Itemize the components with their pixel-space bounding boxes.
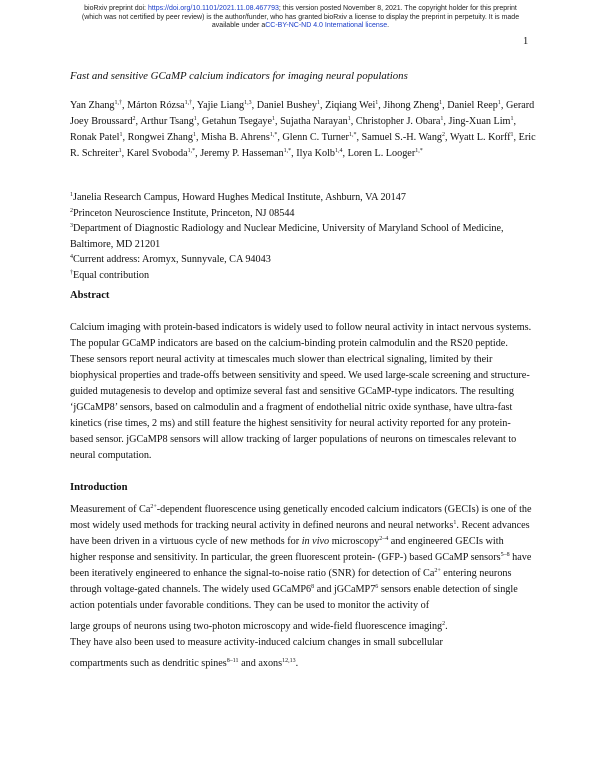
- author: [257, 100, 320, 111]
- author-affiliation-marker: 1: [510, 132, 514, 138]
- author-affiliation-marker: 1: [119, 132, 123, 138]
- intro-superscript: 2+: [434, 568, 441, 574]
- intro-citation: 6: [375, 584, 379, 590]
- author: [356, 116, 444, 127]
- author-name: Yajie Liang: [196, 100, 245, 111]
- author-affiliation-marker: 1,4: [335, 148, 343, 154]
- author: [127, 100, 192, 111]
- author-name: Sujatha Narayan: [280, 116, 348, 127]
- affiliation: [70, 190, 540, 206]
- intro-text-segment: microscopy: [329, 536, 380, 547]
- author: [383, 100, 442, 111]
- affiliation: [70, 252, 540, 268]
- intro-text-segment: compartments such as dendritic spines: [70, 658, 227, 669]
- intro-citation: 1: [453, 520, 457, 526]
- intro-superscript: 2+: [150, 504, 157, 510]
- author-affiliation-marker: 2: [442, 132, 446, 138]
- author-affiliation-marker: 2: [132, 116, 136, 122]
- intro-citation: 5–8: [500, 552, 510, 558]
- affiliation-list: [70, 190, 540, 283]
- author-name: Jing-Xuan Lim: [448, 116, 511, 127]
- author: [201, 132, 277, 143]
- intro-citation: 12,13: [282, 658, 296, 664]
- intro-text-segment: Measurement of Ca: [70, 504, 151, 515]
- intro-citation: 8–11: [226, 658, 239, 664]
- author: [127, 148, 195, 159]
- author-affiliation-marker: 1: [439, 100, 443, 106]
- affiliation-text: Current address: Aromyx, Sunnyvale, CA 94043: [73, 254, 271, 265]
- author-affiliation-marker: 1: [347, 116, 351, 122]
- author-name: Ronak Patel: [70, 132, 120, 143]
- affiliation-text: Princeton Neuroscience Institute, Princeton, NJ 08544: [73, 207, 295, 219]
- affiliation-marker: 4: [70, 254, 73, 260]
- abstract-heading: Abstract: [70, 290, 110, 301]
- intro-citation: 2–4: [379, 536, 389, 542]
- author: [348, 148, 423, 159]
- author-affiliation-marker: 1,*: [187, 148, 196, 154]
- author-name: Misha B. Ahrens: [201, 132, 270, 143]
- author-name: Christopher J. Obara: [355, 116, 441, 127]
- author-affiliation-marker: 1: [440, 116, 444, 122]
- abstract-text: [70, 320, 532, 464]
- intro-text-segment: and jGCaMP7: [314, 584, 376, 595]
- intro-line-also: They have also been used to measure activity-induced calcium changes in small subcellular: [70, 637, 443, 648]
- affiliation-text: Equal contribution: [73, 269, 150, 281]
- affiliation: [70, 206, 540, 222]
- author-name: Jihong Zheng: [383, 100, 440, 111]
- affiliation-marker: 3: [70, 223, 73, 229]
- header-line2: (which was not certified by peer review) is the author/funder, who has granted bioRxiv a license to display the preprint in perpetuity. It is made: [81, 13, 520, 21]
- author: [296, 148, 342, 159]
- author-affiliation-marker: 1: [272, 116, 275, 122]
- introduction-paragraph: [70, 502, 532, 614]
- author: [197, 100, 252, 111]
- intro-text-segment: -dependent fluorescence using genetically encoded calcium indicators (GECIs) is one of the most widely used methods for tracking neural activity in defined neurons and neural networks: [70, 504, 532, 531]
- introduction-text: [70, 502, 532, 677]
- intro-text-segment: sensors enable detection of single action potentials under favorable conditions. They can be used to monitor the activity of: [70, 584, 518, 611]
- header-line1-prefix: bioRxiv preprint doi:: [84, 5, 148, 12]
- intro-text-segment: entering neurons through voltage-gated channels. The widely used GCaMP6: [70, 568, 512, 595]
- header-line3-suffix: .: [387, 22, 390, 30]
- author: [447, 100, 501, 111]
- author-affiliation-marker: 1: [497, 100, 501, 106]
- author-name: Yan Zhang: [70, 100, 115, 111]
- page-number: 1: [523, 36, 529, 47]
- author: [70, 132, 123, 143]
- intro-text-segment: and axons: [238, 658, 283, 669]
- author-name: Loren L. Looger: [347, 148, 416, 159]
- intro-text-segment: .: [295, 658, 299, 669]
- affiliation: [70, 221, 540, 252]
- author: [449, 116, 514, 127]
- doi-link[interactable]: https://doi.org/10.1101/2021.11.08.467793: [147, 5, 279, 12]
- author-affiliation-marker: 1,*: [269, 132, 278, 138]
- author: [200, 148, 291, 159]
- author-name: Samuel S.-H. Wang: [361, 132, 443, 143]
- author: [282, 132, 356, 143]
- author: [70, 100, 122, 111]
- intro-citation: 8: [311, 584, 315, 590]
- author-affiliation-marker: 1,*: [415, 148, 423, 154]
- author-name: Getahun Tsegaye: [201, 116, 272, 127]
- author-name: Rongwei Zhang: [127, 132, 193, 143]
- author-name: Karel Svoboda: [126, 148, 188, 159]
- intro-citation: 2: [442, 621, 446, 627]
- author-affiliation-marker: 1: [375, 100, 379, 106]
- author: [140, 116, 197, 127]
- author: [280, 116, 351, 127]
- affiliation-marker: 2: [70, 207, 73, 214]
- affiliation-marker: †: [70, 269, 73, 276]
- header-line1-suffix: ; this version posted November 8, 2021. The copyright holder for this preprint: [278, 5, 517, 12]
- author-name: Eric R. Schreiter: [70, 132, 536, 159]
- author: [450, 132, 514, 143]
- author-affiliation-marker: 1: [510, 116, 514, 122]
- affiliation-text: Janelia Research Campus, Howard Hughes Medical Institute, Ashburn, VA 20147: [73, 192, 406, 203]
- author-name: Ziqiang Wei: [325, 100, 376, 111]
- intro-italic-term: in vivo: [301, 536, 330, 547]
- author-affiliation-marker: 1,†: [184, 100, 193, 106]
- author-name: Márton Rózsa: [127, 100, 185, 111]
- author: [325, 100, 378, 111]
- author-name: Daniel Bushey: [256, 100, 317, 111]
- author-affiliation-marker: 1: [118, 148, 122, 154]
- author-affiliation-marker: 1,3: [244, 100, 252, 106]
- author: [362, 132, 445, 143]
- header-line3-prefix: available under a: [211, 22, 266, 30]
- intro-text-segment: . Recent advances have been driven in a virtuous cycle of new methods for: [70, 520, 530, 547]
- author-list: Yan Zhang$^{1,\dagger}$, Márton Rózsa$^{1,\dagger}$, Yajie Liang$^{1,3}$, Daniel Bushey$^1$, Ziqiang Wei$^1$, Jihong Zheng$^1$, Daniel Reep$^1$, Gerard Joey Broussard$^2$, Arthur Tsang$^1$, Getahun Tsegaye$^1$, Sujatha Narayan$^1$, Christopher J. Obara$^1$, Jing-Xuan Lim$^1$, Ronak Patel$^1$, Rongwei Zhang$^1$, Misha B. Ahrens$^{1,*}$, Glenn C. Turner$^{1,*}$, Samuel S.-H. Wang$^2$, Wyatt L. Korff$^1$, Eric R. Schreiter$^1$, Karel Svoboda$^{1,*}$, Jeremy P. Hasseman$^{1,*}$, Ilya Kolb$^{1,4}$, Loren L. Looger$^{1,*}$: [70, 100, 536, 159]
- affiliation: [70, 268, 540, 284]
- preprint-header-note: [56, 5, 545, 31]
- author-affiliation-marker: 1,*: [348, 132, 357, 138]
- author-name: Daniel Reep: [447, 100, 498, 111]
- affiliation-text: Department of Diagnostic Radiology and Nuclear Medicine, University of Maryland School of Medicine, Baltimore, MD 21201: [70, 223, 504, 250]
- author-name: Ilya Kolb: [296, 148, 336, 159]
- author-name: Wyatt L. Korff: [449, 132, 511, 143]
- author-name: Arthur Tsang: [140, 116, 194, 127]
- author-affiliation-marker: 1,†: [114, 100, 123, 106]
- intro-text-segment: and engineered GECIs with higher response and sensitivity. In particular, the green fluorescent protein- (GFP-) based GCaMP sensors: [70, 536, 504, 563]
- author-affiliation-marker: 1: [317, 100, 320, 106]
- abstract-paragraph: Calcium imaging with protein-based indicators is widely used to follow neural activity in intact nervous systems. The popular GCaMP indicators are based on the calcium-binding protein calmodulin and the RS20 peptide. These sensors report neural activity at timescales much slower than electrical signaling, limited by their biophysical properties and trade-offs between sensitivity and speed. We used large-scale screening and structure-guided mutagenesis to develop and optimize several fast and sensitive GCaMP-type indicators. The resulting ‘jGCaMP8’ sensors, based on calmodulin and a fragment of endothelial nitric oxide synthase, have ultra-fast kinetics (rise times, 2 ms) and still feature the highest sensitivity for neural activity reported for any protein-based sensor. jGCaMP8 sensors will allow tracking of larger populations of neurons on timescales relevant to neural computation.: [70, 322, 532, 461]
- intro-line-compartments: [70, 651, 532, 677]
- license-link[interactable]: CC-BY-NC-ND 4.0 International license: [265, 22, 388, 30]
- intro-text-segment: have been iteratively engineered to enhance the signal-to-noise ratio (SNR) for detection of Ca: [70, 552, 532, 579]
- intro-text-segment: .: [445, 621, 448, 632]
- author: [202, 116, 275, 127]
- author-name: Jeremy P. Hasseman: [200, 148, 284, 159]
- author-name: Glenn C. Turner: [282, 132, 349, 143]
- author-affiliation-marker: 1: [193, 116, 197, 122]
- introduction-heading: Introduction: [70, 482, 128, 493]
- paper-title: Fast and sensitive GCaMP calcium indicators for imaging neural populations: [70, 70, 408, 82]
- author-affiliation-marker: 1,*: [283, 148, 292, 154]
- author-name: Gerard Joey Broussard: [70, 100, 535, 127]
- intro-text-segment: large groups of neurons using two-photon microscopy and wide-field fluorescence imaging: [70, 621, 443, 632]
- author-affiliation-marker: 1: [192, 132, 196, 138]
- author: [128, 132, 196, 143]
- affiliation-marker: 1: [70, 192, 73, 198]
